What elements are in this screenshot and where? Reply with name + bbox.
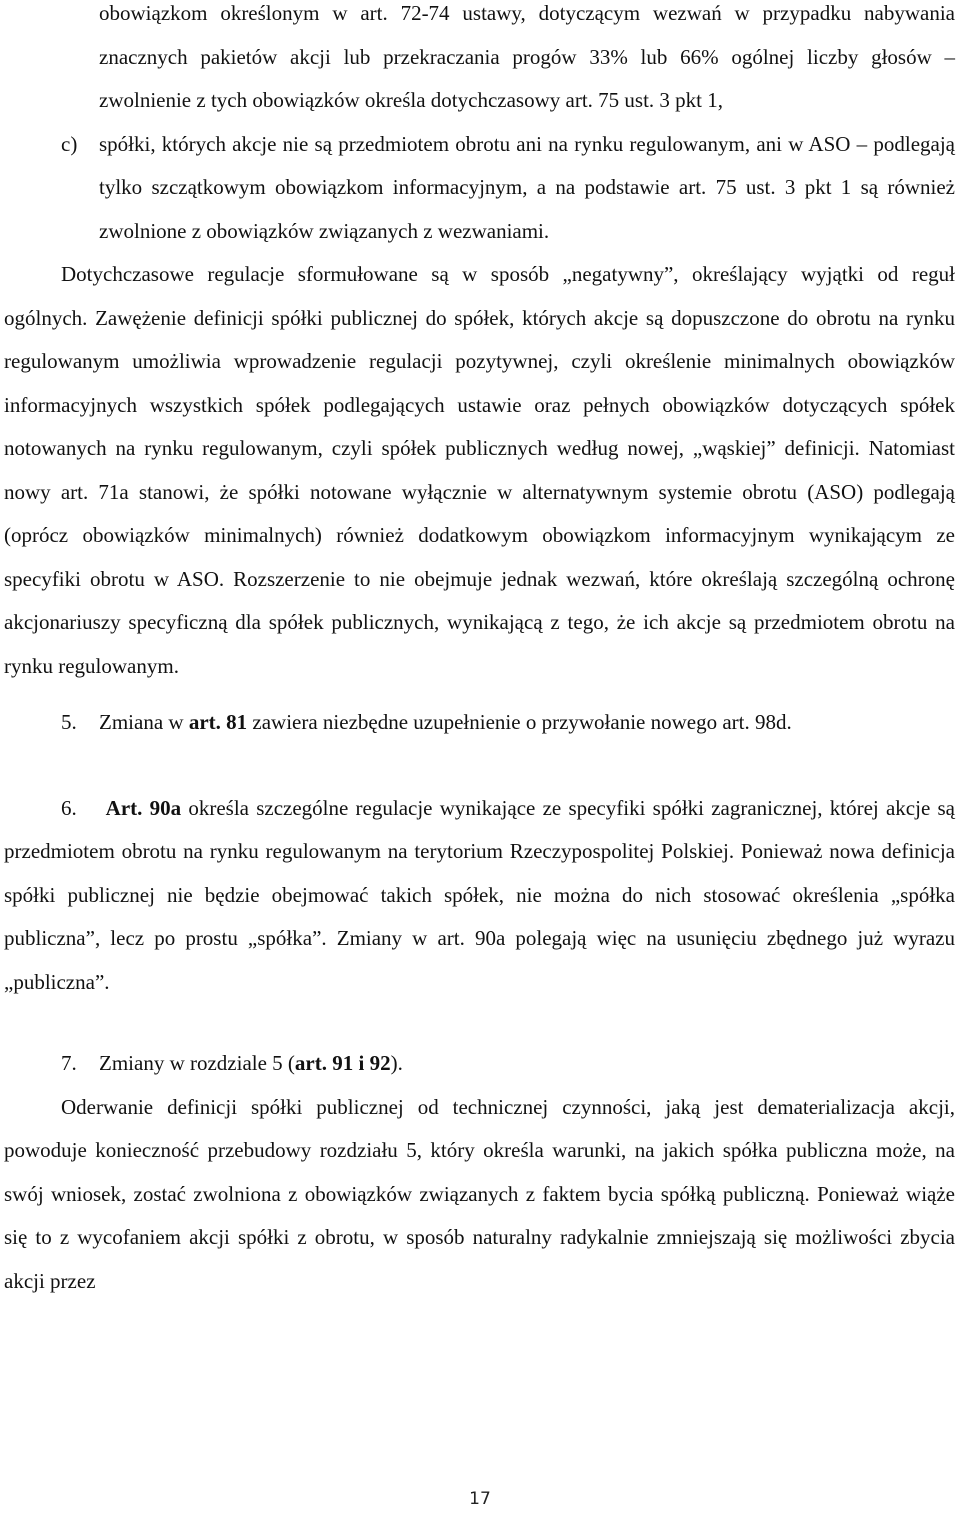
item-bold-ref: Art. 90a: [105, 795, 182, 820]
item-number: 5.: [61, 710, 77, 734]
list-continuation: obowiązkom określonym w art. 72-74 ustawy, dotyczącym wezwań w przypadku nabywania znacznych pakietów akcji lub przekraczania progów 33% lub 66% ogólnej liczby głosów – zwolnienie z tych obowiązków określa dotychczasowy art. 75 ust. 3 pkt 1,: [99, 1, 955, 112]
numbered-item-5: [4, 701, 955, 745]
item-text: ).: [390, 1051, 403, 1075]
item-bold-ref: art. 91 i 92: [294, 1051, 391, 1075]
paragraph: Oderwanie definicji spółki publicznej od technicznej czynności, jaką jest dematerializacja akcji, powoduje konieczność przebudowy rozdziału 5, który określa warunki, na jakich spółka publiczna może, na swój wniosek, zostać zwolniona z obowiązków związanych z faktem bycia spółką publiczną. Ponieważ wiąże się to z wycofaniem akcji spółki z obrotu, w sposób naturalny radykalnie zmniejszają się możliwości zbycia akcji przez: [4, 1094, 955, 1293]
list-item-text: spółki, których akcje nie są przedmiotem obrotu ani na rynku regulowanym, ani w ASO – podlegają tylko szczątkowym obowiązkom informacyjnym, a na podstawie art. 75 ust. 3 pkt 1 są również zwolnione z obowiązków związanych z wezwaniami.: [99, 131, 955, 243]
item-bold-ref: art. 81: [188, 710, 248, 734]
numbered-item-7: [4, 1042, 955, 1086]
page-number: 17: [469, 1489, 491, 1509]
item-text: Zmiana w: [99, 710, 189, 734]
item-text: zawiera niezbędne uzupełnienie o przywołanie nowego art. 98d.: [247, 710, 792, 734]
item-number: 6.: [61, 795, 77, 820]
numbered-item-6: [4, 787, 955, 1005]
item-text: określa szczególne regulacje wynikające ze specyfiki spółki zagranicznej, której akcje są przedmiotem obrotu na rynku regulowanym na terytorium Rzeczypospolitej Polskiej. Ponieważ nowa definicja spółki publicznej nie będzie obejmować takich spółek, nie można do nich stosować określenia „spółka publiczna”, lecz po prostu „spółka”. Zmiany w art. 90a polegają więc na usunięciu zbędnego już wyrazu „publiczna”.: [4, 795, 956, 994]
list-marker: c): [61, 131, 78, 156]
item-text: Zmiany w rozdziale 5 (: [99, 1051, 295, 1075]
paragraph: Dotychczasowe regulacje sformułowane są w sposób „negatywny”, określający wyjątki od reguł ogólnych. Zawężenie definicji spółki publicznej do spółek, których akcje są dopuszczone do obrotu na rynku regulowanym umożliwia wprowadzenie regulacji pozytywnej, czyli określenie minimalnych obowiązków informacyjnych wszystkich spółek podlegających ustawie oraz pełnych obowiązków dotyczących spółek notowanych na rynku regulowanym, czyli spółek publicznych według nowej, „wąskiej” definicji. Natomiast nowy art. 71a stanowi, że spółki notowane wyłącznie w alternatywnym systemie obrotu (ASO) podlegają (oprócz obowiązków minimalnych) również dodatkowym obowiązkom informacyjnym wynikającym ze specyfiki obrotu w ASO. Rozszerzenie to nie obejmuje jednak wezwań, które określają szczególną ochronę akcjonariuszy specyficzną dla spółek publicznych, wynikającą z tego, że ich akcje są przedmiotem obrotu na rynku regulowanym.: [4, 262, 955, 678]
list-item-c: [4, 123, 955, 254]
document-page: [4, 0, 955, 1303]
item-number: 7.: [61, 1051, 77, 1075]
